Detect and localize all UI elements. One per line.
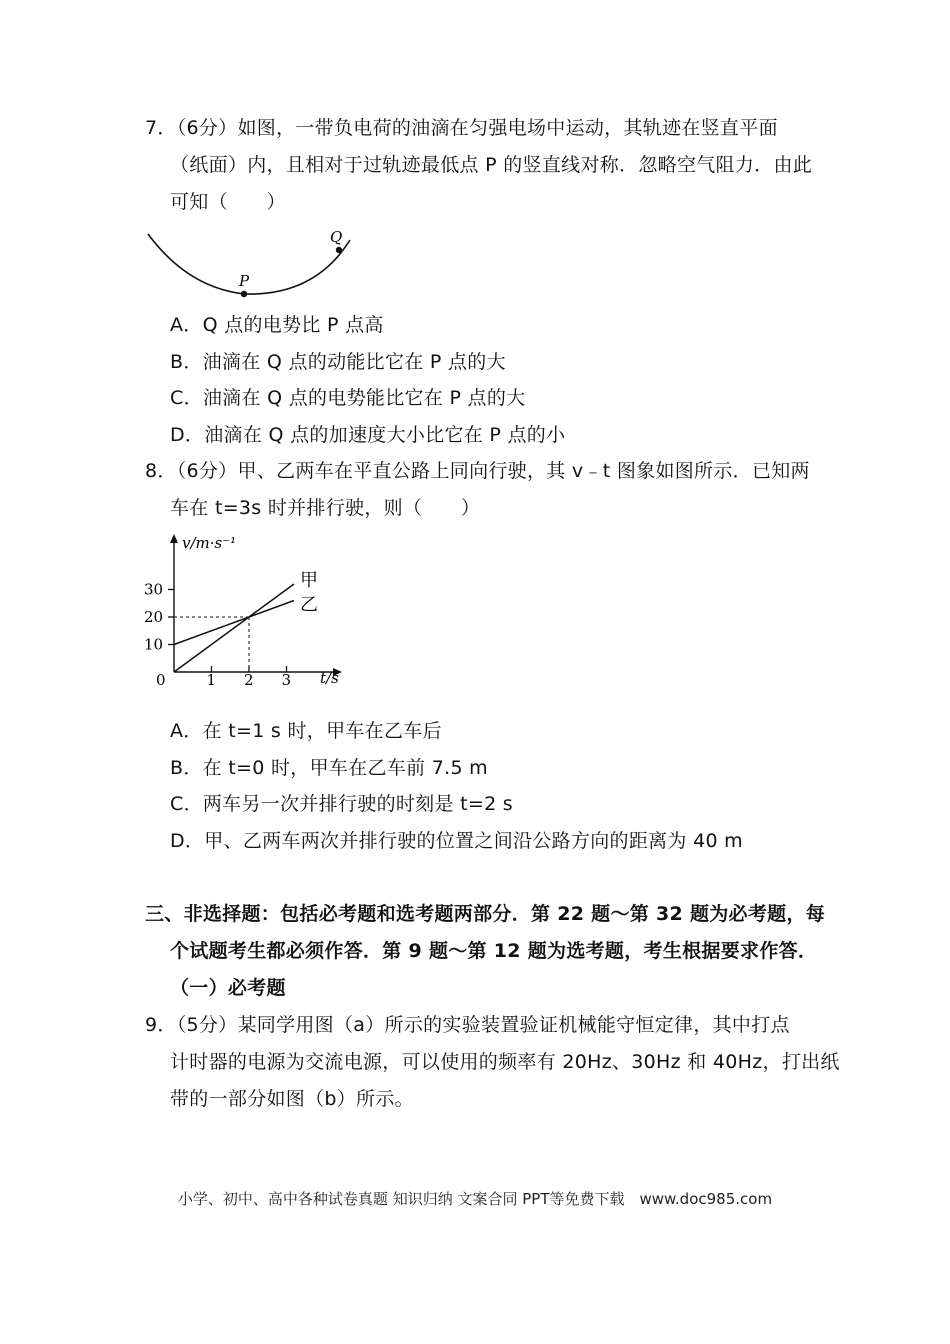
y-axis-arrow <box>170 534 178 543</box>
vt-chart <box>140 530 360 690</box>
q7-trajectory-figure <box>140 222 370 306</box>
q8-line-2: 车在 t=3s 时并排行驶，则（ ） <box>170 497 481 519</box>
q7-option-d: D．油滴在 Q 点的加速度大小比它在 P 点的小 <box>170 424 566 446</box>
label-q: Q <box>330 228 343 246</box>
point-q <box>336 247 342 253</box>
q8-option-b: B．在 t=0 时，甲车在乙车前 7.5 m <box>170 757 488 779</box>
series-label-1: 乙 <box>300 594 318 616</box>
q7-option-b: B．油滴在 Q 点的动能比它在 P 点的大 <box>170 351 506 373</box>
point-p <box>241 291 247 297</box>
q8-option-a: A．在 t=1 s 时，甲车在乙车后 <box>170 720 442 742</box>
series-line-0 <box>174 584 294 672</box>
q7-line-2: （纸面）内，且相对于过轨迹最低点 P 的竖直线对称．忽略空气阻力．由此 <box>170 154 813 176</box>
q7-option-a: A．Q 点的电势比 P 点高 <box>170 314 384 336</box>
x-tick-label-2: 2 <box>244 671 254 689</box>
section3-line-2: 个试题考生都必须作答．第 9 题～第 12 题为选考题，考生根据要求作答． <box>170 940 818 962</box>
origin-label: 0 <box>156 671 166 689</box>
series-label-0: 甲 <box>300 570 318 591</box>
q9-line-3: 带的一部分如图（b）所示。 <box>170 1088 414 1110</box>
y-tick-label-20: 20 <box>144 608 164 626</box>
page-footer: 小学、初中、高中各种试卷真题 知识归纳 文案合同 PPT等免费下载 www.doc985.com <box>177 1190 773 1208</box>
q7-line-1: 7．（6分）如图，一带负电荷的油滴在匀强电场中运动，其轨迹在竖直平面 <box>145 117 778 139</box>
q9-line-2: 计时器的电源为交流电源，可以使用的频率有 20Hz、30Hz 和 40Hz，打出纸 <box>170 1051 840 1073</box>
q7-option-c: C．油滴在 Q 点的电势能比它在 P 点的大 <box>170 387 526 409</box>
y-tick-label-10: 10 <box>144 635 164 654</box>
q8-option-d: D．甲、乙两车两次并排行驶的位置之间沿公路方向的距离为 40 m <box>170 830 743 852</box>
label-p: P <box>239 272 250 290</box>
q9-line-1: 9．（5分）某同学用图（a）所示的实验装置验证机械能守恒定律，其中打点 <box>145 1014 790 1036</box>
x-axis-label: t/s <box>320 669 339 687</box>
y-tick-label-30: 30 <box>144 580 164 599</box>
x-tick-label-1: 1 <box>206 671 217 689</box>
q8-line-1: 8．（6分）甲、乙两车在平直公路上同向行驶，其 v﹣t 图象如图所示．已知两 <box>145 460 810 482</box>
q8-option-c: C．两车另一次并排行驶的时刻是 t=2 s <box>170 793 514 815</box>
section3-subheading: （一）必考题 <box>170 977 286 999</box>
q7-line-3: 可知（ ） <box>170 191 286 213</box>
series-line-1 <box>174 601 294 645</box>
x-tick-label-3: 3 <box>281 671 292 689</box>
section3-line-1: 三、非选择题：包括必考题和选考题两部分．第 22 题～第 32 题为必考题，每 <box>145 903 826 925</box>
y-axis-label: v/m·s⁻¹ <box>182 534 237 552</box>
